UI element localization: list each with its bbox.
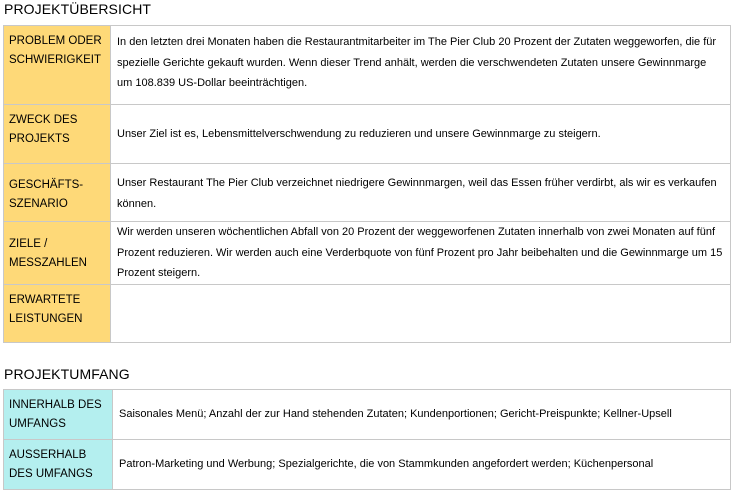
table-row: [4, 26, 731, 105]
row-label-problem: PROBLEM ODER SCHWIERIGKEIT: [4, 26, 111, 105]
overview-table: [3, 25, 731, 343]
row-text-business-case: Unser Restaurant The Pier Club verzeichnet niedrigere Gewinnmargen, weil das Essen früher verdirbt, als wir es verkaufen können.: [111, 164, 731, 222]
overview-title: PROJEKTÜBERSICHT: [4, 1, 152, 17]
row-label-in-scope: INNERHALB DES UMFANGS: [4, 390, 113, 440]
table-row: [4, 440, 731, 490]
row-text-problem: In den letzten drei Monaten haben die Restaurantmitarbeiter im The Pier Club 20 Prozent der Zutaten weggeworfen, die für spezielle Gerichte gekauft wurden. Wenn dieser Trend anhält, werden die verschwendeten Zutaten unsere Gewinnmarge um 108.839 US-Dollar beeinträchtigen.: [111, 26, 731, 105]
row-label-purpose: ZWECK DES PROJEKTS: [4, 105, 111, 164]
row-text-purpose: Unser Ziel ist es, Lebensmittelverschwendung zu reduzieren und unsere Gewinnmarge zu steigern.: [111, 105, 731, 164]
scope-table: [3, 389, 731, 490]
row-text-deliverables: [111, 284, 731, 342]
scope-title: PROJEKTUMFANG: [4, 366, 130, 382]
table-row: [4, 164, 731, 222]
table-row: [4, 222, 731, 285]
row-text-out-of-scope: Patron-Marketing und Werbung; Spezialgerichte, die von Stammkunden angefordert werden; Küchenpersonal: [113, 440, 731, 490]
table-row: [4, 105, 731, 164]
table-row: [4, 284, 731, 342]
row-label-out-of-scope: AUSSERHALB DES UMFANGS: [4, 440, 113, 490]
row-text-in-scope: Saisonales Menü; Anzahl der zur Hand stehenden Zutaten; Kundenportionen; Gericht-Preispunkte; Kellner-Upsell: [113, 390, 731, 440]
row-label-business-case: GESCHÄFTS-SZENARIO: [4, 164, 111, 222]
table-row: [4, 390, 731, 440]
row-label-deliverables: ERWARTETE LEISTUNGEN: [4, 284, 111, 342]
row-text-goals: Wir werden unseren wöchentlichen Abfall von 20 Prozent der weggeworfenen Zutaten innerhalb von zwei Monaten auf fünf Prozent reduzieren. Wir werden auch eine Verderbquote von fünf Prozent pro Jahr beibehalten und die Gewinnmarge um 15 Prozent steigern.: [111, 222, 731, 285]
row-label-goals: ZIELE / MESSZAHLEN: [4, 222, 111, 285]
